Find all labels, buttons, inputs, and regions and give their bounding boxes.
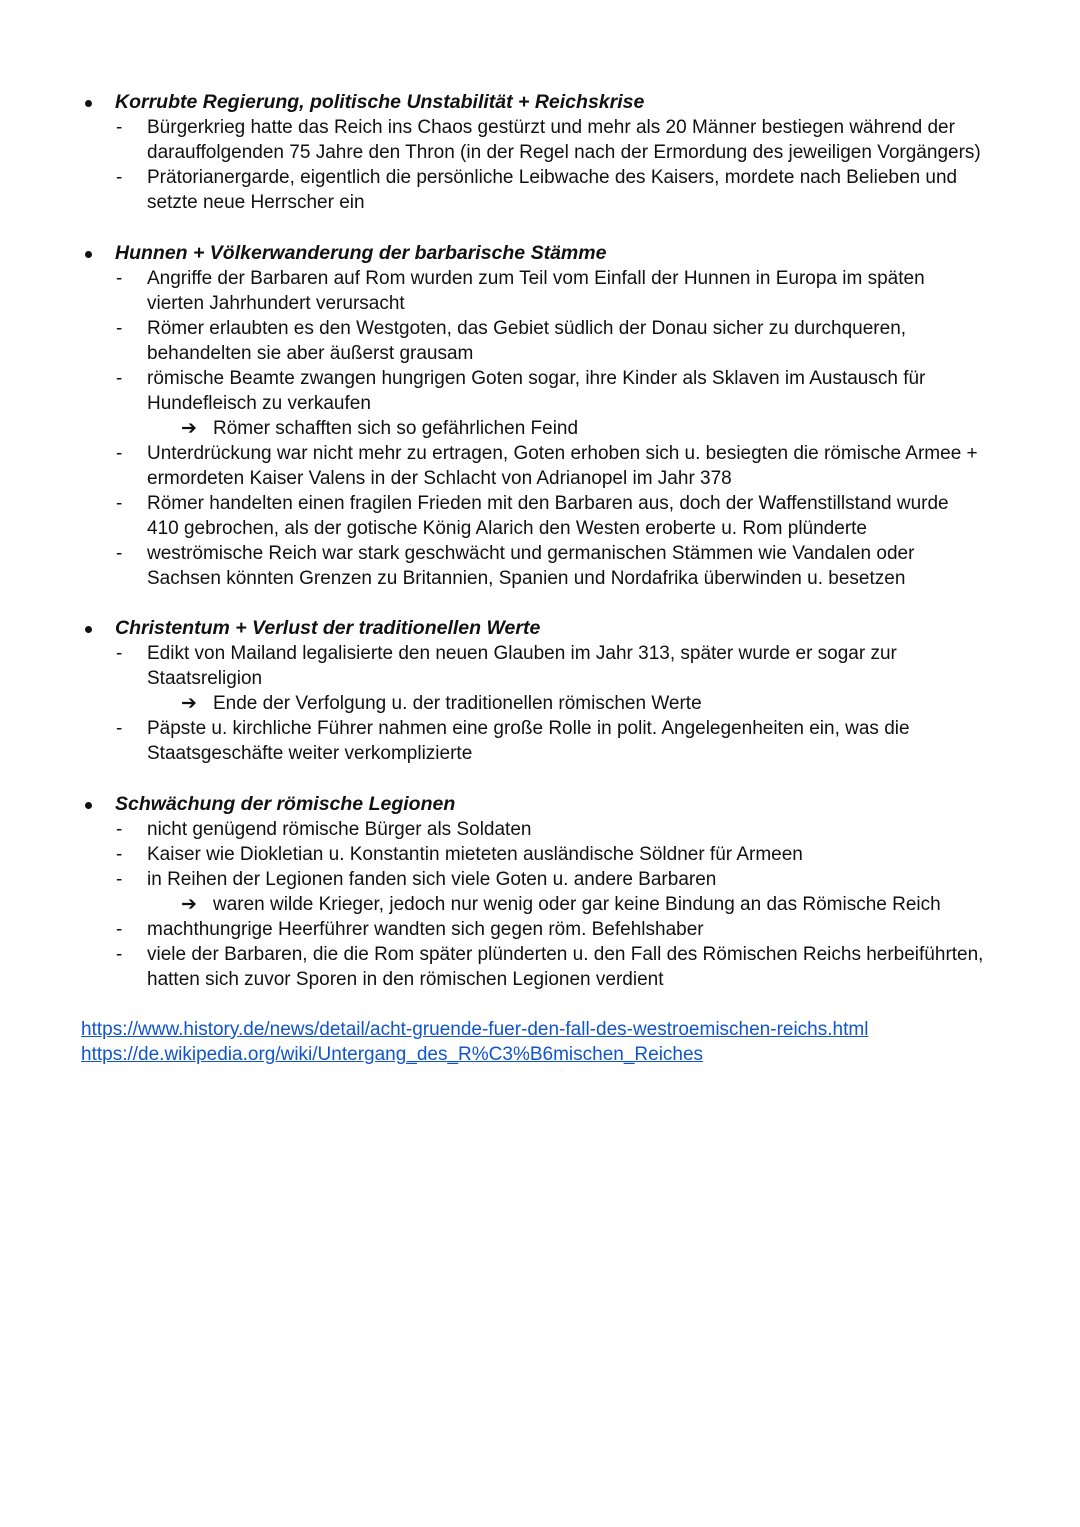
source-link[interactable]: https://www.history.de/news/detail/acht-gruende-fuer-den-fall-des-westroemischen-reichs.html	[81, 1019, 869, 1040]
section-heading: Hunnen + Völkerwanderung der barbarische Stämme	[115, 242, 607, 264]
dash-marker: -	[116, 919, 123, 940]
section-heading: Schwächung der römische Legionen	[115, 793, 456, 815]
list-item-line: in Reihen der Legionen fanden sich viele Goten u. andere Barbaren	[147, 869, 717, 890]
list-item-line: nicht genügend römische Bürger als Soldaten	[147, 819, 532, 840]
arrow-text: waren wilde Krieger, jedoch nur wenig oder gar keine Bindung an das Römische Reich	[213, 894, 941, 915]
list-item-line: Edikt von Mailand legalisierte den neuen Glauben im Jahr 313, später wurde er sogar zur	[147, 643, 897, 664]
bullet-icon	[85, 626, 92, 633]
dash-marker: -	[116, 944, 123, 965]
dash-marker: -	[116, 443, 123, 464]
dash-marker: -	[116, 117, 123, 138]
list-item-line: Sachsen könnten Grenzen zu Britannien, Spanien und Nordafrika überwinden u. besetzen	[147, 568, 906, 589]
list-item-line: Päpste u. kirchliche Führer nahmen eine große Rolle in polit. Angelegenheiten ein, was die	[147, 718, 910, 739]
bullet-icon	[85, 251, 92, 258]
dash-marker: -	[116, 368, 123, 389]
dash-marker: -	[116, 643, 123, 664]
arrow-conclusion	[181, 416, 578, 441]
list-item-line: ermordeten Kaiser Valens in der Schlacht von Adrianopel im Jahr 378	[147, 468, 732, 489]
list-item-line: Prätorianergarde, eigentlich die persönliche Leibwache des Kaisers, mordete nach Belieben und	[147, 167, 958, 188]
list-item-line: behandelten sie aber äußerst grausam	[147, 343, 474, 364]
arrow-right-icon: ➔	[181, 894, 197, 915]
list-item-line: 410 gebrochen, als der gotische König Alarich den Westen eroberte u. Rom plünderte	[147, 518, 867, 539]
arrow-text: Römer schafften sich so gefährlichen Feind	[213, 418, 579, 439]
dash-marker: -	[116, 268, 123, 289]
dash-marker: -	[116, 167, 123, 188]
arrow-conclusion	[181, 892, 941, 917]
arrow-text: Ende der Verfolgung u. der traditionellen römischen Werte	[213, 693, 702, 714]
list-item-line: Staatsgeschäfte weiter verkomplizierte	[147, 743, 473, 764]
dash-marker: -	[116, 318, 123, 339]
dash-marker: -	[116, 819, 123, 840]
section-heading: Christentum + Verlust der traditionellen Werte	[115, 617, 541, 639]
list-item-line: weströmische Reich war stark geschwächt und germanischen Stämmen wie Vandalen oder	[147, 543, 915, 564]
list-item-line: machthungrige Heerführer wandten sich gegen röm. Befehlshaber	[147, 919, 704, 940]
list-item-line: hatten sich zuvor Sporen in den römischen Legionen verdient	[147, 969, 664, 990]
bullet-icon	[85, 100, 92, 107]
list-item-line: viele der Barbaren, die die Rom später plünderten u. den Fall des Römischen Reichs herbeiführten,	[147, 944, 984, 965]
list-item-line: Römer handelten einen fragilen Frieden mit den Barbaren aus, doch der Waffenstillstand wurde	[147, 493, 949, 514]
list-item-line: römische Beamte zwangen hungrigen Goten sogar, ihre Kinder als Sklaven im Austausch für	[147, 368, 926, 389]
list-item-line: Kaiser wie Diokletian u. Konstantin mieteten ausländische Söldner für Armeen	[147, 844, 803, 865]
list-item-line: Unterdrückung war nicht mehr zu ertragen, Goten erhoben sich u. besiegten die römische Armee +	[147, 443, 978, 464]
list-item-line: Römer erlaubten es den Westgoten, das Gebiet südlich der Donau sicher zu durchqueren,	[147, 318, 907, 339]
list-item-line: setzte neue Herrscher ein	[147, 192, 365, 213]
list-item-line: darauffolgenden 75 Jahre den Thron (in der Regel nach der Ermordung des jeweiligen Vorgängers)	[147, 142, 981, 163]
list-item-line: Bürgerkrieg hatte das Reich ins Chaos gestürzt und mehr als 20 Männer bestiegen während der	[147, 117, 955, 138]
dash-marker: -	[116, 718, 123, 739]
source-link[interactable]: https://de.wikipedia.org/wiki/Untergang_des_R%C3%B6mischen_Reiches	[81, 1044, 704, 1065]
section-heading: Korrubte Regierung, politische Unstabilität + Reichskrise	[115, 91, 645, 113]
arrow-conclusion	[181, 691, 702, 716]
arrow-right-icon: ➔	[181, 418, 197, 439]
arrow-right-icon: ➔	[181, 693, 197, 714]
list-item-line: vierten Jahrhundert verursacht	[147, 293, 405, 314]
list-item-line: Angriffe der Barbaren auf Rom wurden zum Teil vom Einfall der Hunnen in Europa im späten	[147, 268, 925, 289]
list-item-line: Hundefleisch zu verkaufen	[147, 393, 371, 414]
list-item-line: Staatsreligion	[147, 668, 263, 689]
dash-marker: -	[116, 869, 123, 890]
dash-marker: -	[116, 844, 123, 865]
bullet-icon	[85, 802, 92, 809]
dash-marker: -	[116, 493, 123, 514]
dash-marker: -	[116, 543, 123, 564]
